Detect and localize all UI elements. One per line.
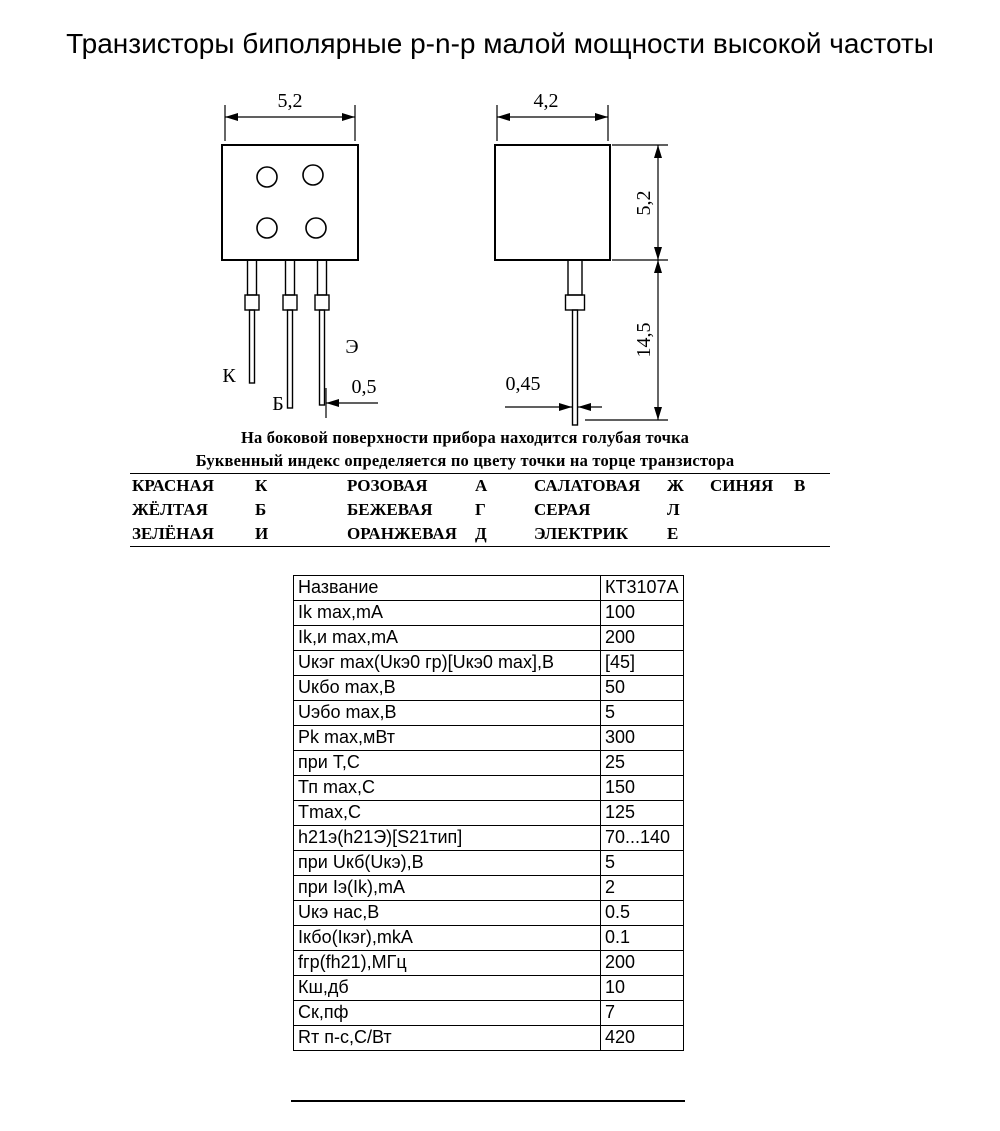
lead-collector <box>245 260 259 383</box>
color-name-cell: БЕЖЕВАЯ <box>347 500 433 519</box>
color-letter-cell: А <box>475 476 488 495</box>
page-title: Транзисторы биполярные p-n-p малой мощности высокой частоты <box>66 28 934 59</box>
pin-label-base: Б <box>272 393 284 415</box>
bottom-rule <box>291 1100 685 1102</box>
table-row <box>294 976 684 1001</box>
param-header-value: КТ3107А <box>601 576 684 601</box>
param-table <box>293 575 684 1051</box>
front-lead-thickness-label: 0,5 <box>351 376 377 398</box>
table-row <box>294 876 684 901</box>
param-value-cell: 5 <box>601 701 684 726</box>
color-name-cell: ЭЛЕКТРИК <box>534 524 629 543</box>
param-value-cell: [45] <box>601 651 684 676</box>
param-name-cell: Uкэг max(Uкэ0 гр)[Uкэ0 max],В <box>294 651 601 676</box>
param-value-cell: 10 <box>601 976 684 1001</box>
param-name-cell: Кш,дб <box>294 976 601 1001</box>
table-row <box>294 626 684 651</box>
table-row <box>294 926 684 951</box>
param-name-cell: Uэбо max,В <box>294 701 601 726</box>
table-row <box>130 498 830 522</box>
side-lead-thickness-label: 0,45 <box>505 373 541 395</box>
table-row <box>294 601 684 626</box>
table-row <box>294 676 684 701</box>
table-row <box>130 522 830 547</box>
param-name-cell: при Т,С <box>294 751 601 776</box>
param-value-cell: 70...140 <box>601 826 684 851</box>
param-name-cell: Tmax,С <box>294 801 601 826</box>
pin-label-emitter: Э <box>345 336 359 358</box>
table-row <box>294 951 684 976</box>
side-width-label: 4,2 <box>533 90 559 112</box>
color-name-cell <box>708 498 792 522</box>
color-name-cell: ЖЁЛТАЯ <box>132 500 208 519</box>
side-height-dimension <box>585 145 668 420</box>
color-letter-cell: Ж <box>667 476 684 495</box>
color-letter-cell: К <box>255 476 268 495</box>
table-row <box>294 851 684 876</box>
param-name-cell: Uкэ нас,В <box>294 901 601 926</box>
param-name-cell: Pk max,мВт <box>294 726 601 751</box>
param-value-cell: 50 <box>601 676 684 701</box>
table-row <box>294 776 684 801</box>
param-name-cell: fгр(fh21),МГц <box>294 951 601 976</box>
front-width-label: 5,2 <box>277 90 303 112</box>
param-name-cell: Ск,пф <box>294 1001 601 1026</box>
side-view-body <box>495 145 610 260</box>
param-name-cell: Ik,и max,mA <box>294 626 601 651</box>
param-value-cell: 200 <box>601 951 684 976</box>
param-value-cell: 2 <box>601 876 684 901</box>
param-name-cell: h21э(h21Э)[S21тип] <box>294 826 601 851</box>
color-letter-cell <box>792 498 830 522</box>
table-row <box>294 726 684 751</box>
color-name-cell <box>708 522 792 547</box>
table-row <box>294 651 684 676</box>
param-name-cell: Тп max,С <box>294 776 601 801</box>
param-header-name: Название <box>294 576 601 601</box>
notes-block <box>100 426 830 472</box>
color-name-cell: ЗЕЛЁНАЯ <box>132 524 214 543</box>
color-name-cell: СИНЯЯ <box>710 476 774 495</box>
param-value-cell: 300 <box>601 726 684 751</box>
table-row <box>294 751 684 776</box>
lead-base <box>283 260 297 408</box>
color-name-cell: СЕРАЯ <box>534 500 591 519</box>
hole-icon <box>303 165 323 185</box>
front-view <box>222 105 378 418</box>
color-name-cell: РОЗОВАЯ <box>347 476 428 495</box>
color-letter-cell: Б <box>255 500 267 519</box>
pin-label-collector: К <box>222 365 236 387</box>
param-name-cell: Uкбо max,В <box>294 676 601 701</box>
color-letter-cell: Д <box>475 524 487 543</box>
param-name-cell: при Uкб(Uкэ),В <box>294 851 601 876</box>
param-name-cell: Rт п-с,С/Вт <box>294 1026 601 1051</box>
color-letter-cell: Л <box>667 500 680 519</box>
param-value-cell: 25 <box>601 751 684 776</box>
front-view-body <box>222 145 358 260</box>
side-lead-length-label: 14,5 <box>633 322 655 358</box>
param-value-cell: 150 <box>601 776 684 801</box>
color-letter-cell: Г <box>475 500 486 519</box>
color-code-table <box>130 473 830 547</box>
table-row <box>294 1001 684 1026</box>
side-lead-dimension <box>505 403 602 411</box>
param-header-row <box>294 576 684 601</box>
param-value-cell: 125 <box>601 801 684 826</box>
param-name-cell: при Iэ(Ik),mA <box>294 876 601 901</box>
table-row <box>294 826 684 851</box>
color-letter-cell: И <box>255 524 269 543</box>
hole-icon <box>257 218 277 238</box>
param-value-cell: 100 <box>601 601 684 626</box>
param-value-cell: 200 <box>601 626 684 651</box>
note-line: На боковой поверхности прибора находится голубая точка <box>240 428 690 447</box>
param-value-cell: 5 <box>601 851 684 876</box>
table-row <box>294 901 684 926</box>
param-value-cell: 0.1 <box>601 926 684 951</box>
table-row <box>130 474 830 499</box>
color-letter-cell <box>792 522 830 547</box>
color-letter-cell: В <box>794 476 806 495</box>
lead-emitter <box>315 260 329 405</box>
color-name-cell: КРАСНАЯ <box>132 476 215 495</box>
param-name-cell: Iкбо(Iкэr),mkA <box>294 926 601 951</box>
color-letter-cell: Е <box>667 524 679 543</box>
side-lead <box>566 260 585 425</box>
param-value-cell: 420 <box>601 1026 684 1051</box>
side-height-label: 5,2 <box>633 190 655 216</box>
table-row <box>294 801 684 826</box>
hole-icon <box>257 167 277 187</box>
param-value-cell: 0.5 <box>601 901 684 926</box>
table-row <box>294 1026 684 1051</box>
technical-drawing <box>0 85 1000 430</box>
param-value-cell: 7 <box>601 1001 684 1026</box>
hole-icon <box>306 218 326 238</box>
color-name-cell: САЛАТОВАЯ <box>534 476 641 495</box>
color-name-cell: ОРАНЖЕВАЯ <box>347 524 457 543</box>
note-line: Буквенный индекс определяется по цвету точки на торце транзистора <box>195 451 735 470</box>
param-name-cell: Ik max,mA <box>294 601 601 626</box>
table-row <box>294 701 684 726</box>
